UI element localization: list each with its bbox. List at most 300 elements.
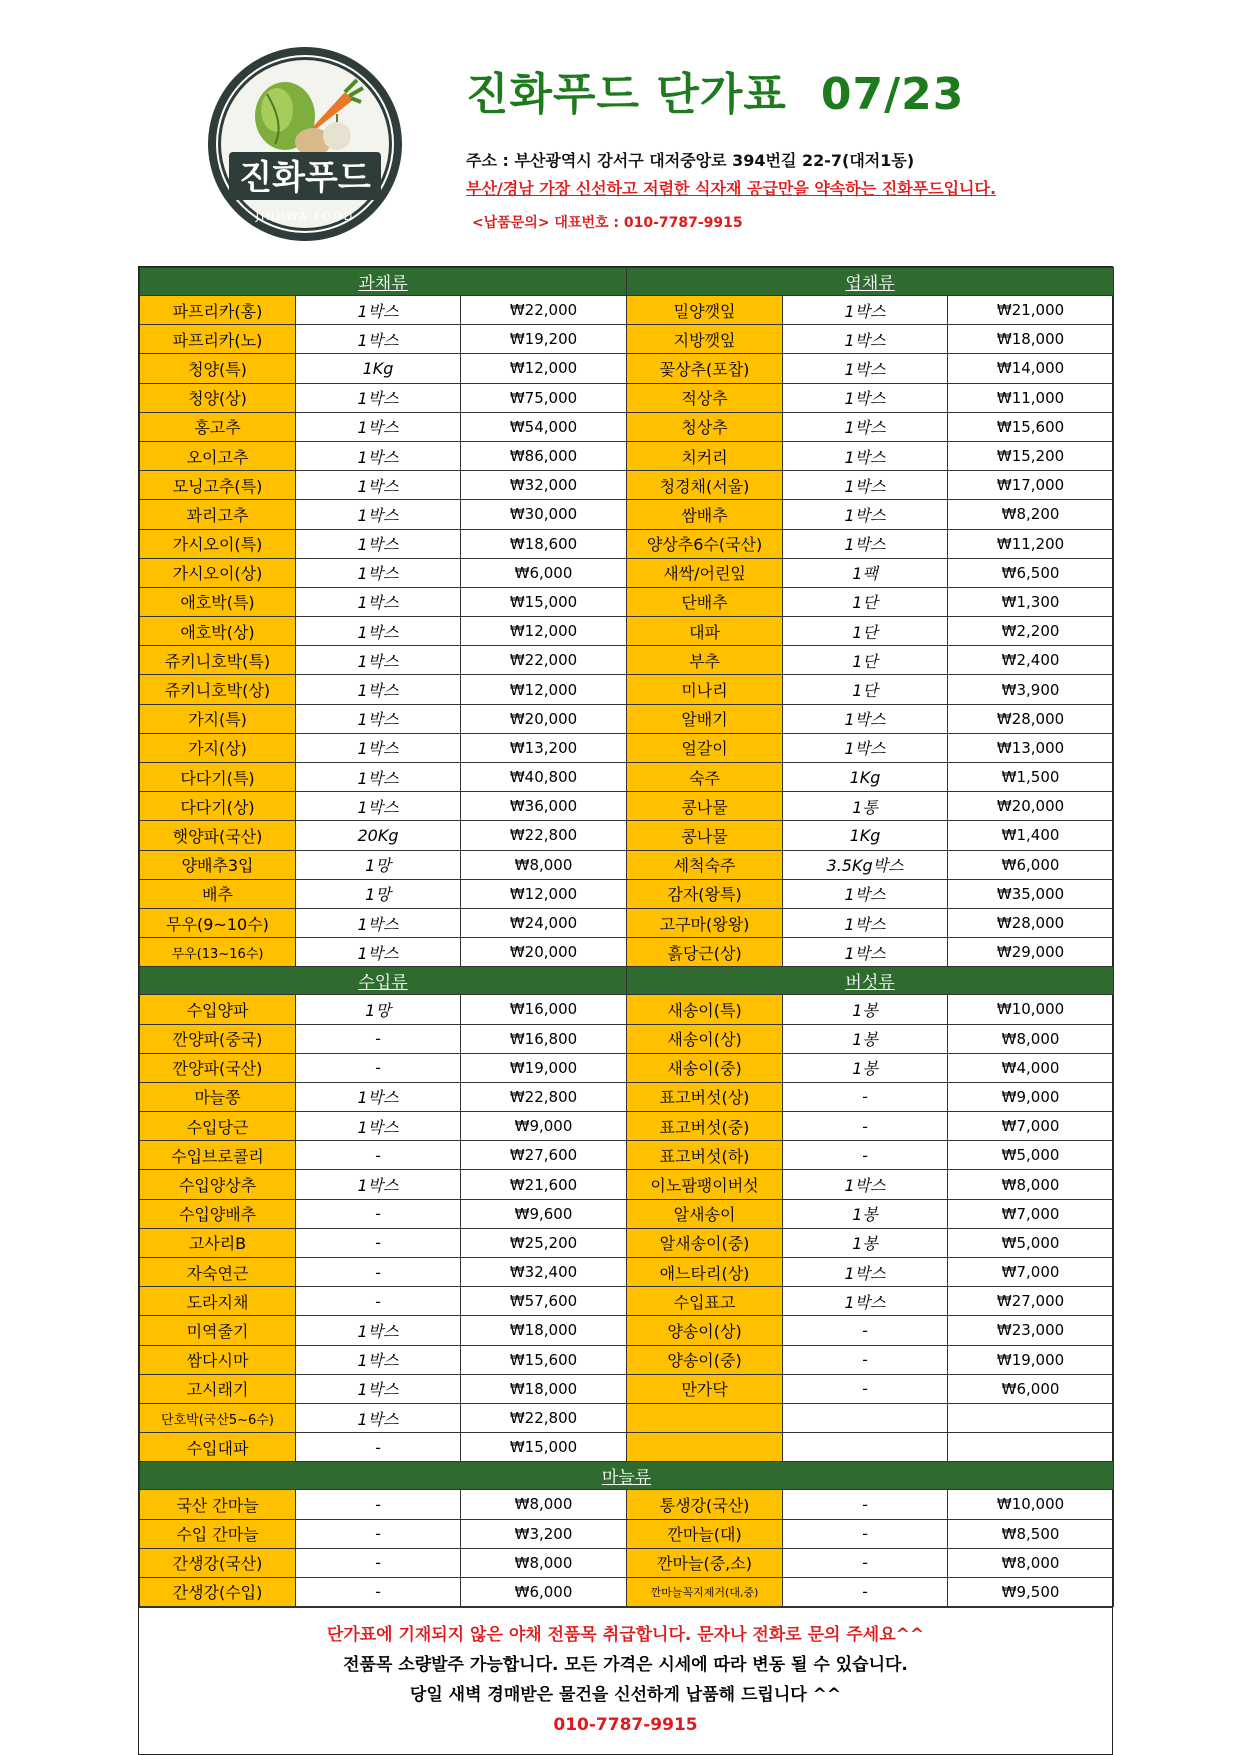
item-unit: 1박스: [783, 412, 948, 441]
item-unit: 1박스: [783, 1258, 948, 1287]
item-price: ₩20,000: [948, 792, 1114, 821]
item-unit: 1박스: [296, 704, 461, 733]
item-name: 애호박(상): [140, 617, 296, 646]
item-name: 배추: [140, 879, 296, 908]
address-text: 주소 : 부산광역시 강서구 대저중앙로 394번길 22-7(대저1동): [466, 151, 915, 170]
table-row: [140, 1141, 1114, 1170]
item-name: 흙당근(상): [627, 938, 783, 967]
item-name: 수입당근: [140, 1112, 296, 1141]
item-price: ₩29,000: [948, 938, 1114, 967]
item-price: ₩18,000: [461, 1316, 627, 1345]
table-row: [140, 1433, 1114, 1462]
item-name: 수입표고: [627, 1287, 783, 1316]
price-sheet: [138, 266, 1113, 1755]
item-price: ₩16,800: [461, 1024, 627, 1053]
item-name: [627, 1433, 783, 1462]
item-name: 양배추3입: [140, 850, 296, 879]
item-price: ₩6,500: [948, 558, 1114, 587]
item-price: ₩22,000: [461, 296, 627, 325]
item-name: 간생강(국산): [140, 1548, 296, 1577]
table-row: [140, 412, 1114, 441]
item-name: 파프리카(홍): [140, 296, 296, 325]
item-unit: 1단: [783, 646, 948, 675]
item-name: 수입브로콜리: [140, 1141, 296, 1170]
item-unit: 1박스: [783, 529, 948, 558]
item-price: ₩5,000: [948, 1228, 1114, 1257]
item-name: 간생강(수입): [140, 1577, 296, 1606]
item-unit: -: [783, 1519, 948, 1548]
item-name: 새싹/어린잎: [627, 558, 783, 587]
item-name: 수입양파: [140, 995, 296, 1024]
logo-emblem-icon: [205, 44, 405, 244]
item-unit: 1단: [783, 587, 948, 616]
item-price: ₩32,000: [461, 471, 627, 500]
item-unit: 1박스: [296, 1316, 461, 1345]
item-price: ₩6,000: [948, 850, 1114, 879]
item-price: ₩13,200: [461, 733, 627, 762]
item-name: 깐양파(국산): [140, 1053, 296, 1082]
item-unit: 1박스: [783, 908, 948, 937]
table-row: [140, 354, 1114, 383]
item-name: 미역줄기: [140, 1316, 296, 1345]
item-name: 콩나물: [627, 792, 783, 821]
item-price: ₩7,000: [948, 1258, 1114, 1287]
item-price: ₩22,000: [461, 646, 627, 675]
item-unit: 1망: [296, 850, 461, 879]
title-text: 진화푸드 단가표: [466, 69, 787, 120]
item-price: ₩11,000: [948, 383, 1114, 412]
item-price: ₩3,200: [461, 1519, 627, 1548]
page-title: [466, 58, 964, 122]
item-name: 새송이(중): [627, 1053, 783, 1082]
item-price: ₩10,000: [948, 1490, 1114, 1519]
section-header: 엽채류: [627, 268, 1114, 296]
section-header-row: [140, 1462, 1114, 1490]
item-name: 가시오이(특): [140, 529, 296, 558]
item-price: ₩2,400: [948, 646, 1114, 675]
contact-text: <납품문의> 대표번호 : 010-7787-9915: [472, 215, 743, 231]
item-unit: 1박스: [296, 1082, 461, 1111]
title-date: 07/23: [820, 69, 965, 120]
item-unit: 1박스: [296, 529, 461, 558]
item-name: 가시오이(상): [140, 558, 296, 587]
item-name: 모닝고추(특): [140, 471, 296, 500]
item-name: 쥬키니호박(상): [140, 675, 296, 704]
item-price: ₩22,800: [461, 821, 627, 850]
item-unit: 1박스: [296, 325, 461, 354]
item-price: ₩32,400: [461, 1258, 627, 1287]
item-name: 애호박(특): [140, 587, 296, 616]
table-row: [140, 1345, 1114, 1374]
item-name: 알배기: [627, 704, 783, 733]
item-price: ₩11,200: [948, 529, 1114, 558]
section-header: 과채류: [140, 268, 627, 296]
item-price: ₩23,000: [948, 1316, 1114, 1345]
item-price: ₩22,800: [461, 1082, 627, 1111]
table-row: [140, 792, 1114, 821]
item-name: 다다기(상): [140, 792, 296, 821]
item-price: ₩9,600: [461, 1199, 627, 1228]
item-price: ₩86,000: [461, 441, 627, 470]
item-name: 홍고추: [140, 412, 296, 441]
item-unit: 1박스: [783, 500, 948, 529]
item-price: ₩24,000: [461, 908, 627, 937]
item-name: 지방깻잎: [627, 325, 783, 354]
item-price: ₩21,000: [948, 296, 1114, 325]
item-unit: -: [296, 1577, 461, 1606]
logo-text: 진화푸드: [239, 158, 371, 198]
item-unit: 1박스: [296, 558, 461, 587]
item-price: ₩27,600: [461, 1141, 627, 1170]
item-name: 깐마늘(대): [627, 1519, 783, 1548]
table-row: [140, 383, 1114, 412]
item-price: [948, 1433, 1114, 1462]
table-row: [140, 1199, 1114, 1228]
table-row: [140, 704, 1114, 733]
item-name: 무우(13~16수): [140, 938, 296, 967]
table-row: [140, 471, 1114, 500]
item-name: 오이고추: [140, 441, 296, 470]
item-unit: 1박스: [296, 587, 461, 616]
item-price: ₩18,000: [948, 325, 1114, 354]
item-price: ₩2,200: [948, 617, 1114, 646]
item-name: 새송이(특): [627, 995, 783, 1024]
item-price: ₩8,000: [461, 1490, 627, 1519]
item-unit: 1망: [296, 879, 461, 908]
price-table-body: [140, 268, 1114, 1607]
item-unit: 1박스: [296, 792, 461, 821]
item-name: 치커리: [627, 441, 783, 470]
table-row: [140, 850, 1114, 879]
item-price: ₩40,800: [461, 763, 627, 792]
item-unit: 1박스: [296, 646, 461, 675]
item-name: 이노팜팽이버섯: [627, 1170, 783, 1199]
item-unit: 1박스: [296, 733, 461, 762]
item-name: 청상추: [627, 412, 783, 441]
item-price: ₩4,000: [948, 1053, 1114, 1082]
item-name: 단배추: [627, 587, 783, 616]
item-price: ₩10,000: [948, 995, 1114, 1024]
item-unit: 1봉: [783, 1199, 948, 1228]
item-unit: 1Kg: [783, 821, 948, 850]
item-unit: -: [783, 1141, 948, 1170]
item-name: 쌈배추: [627, 500, 783, 529]
item-price: ₩15,200: [948, 441, 1114, 470]
item-price: ₩20,000: [461, 938, 627, 967]
table-row: [140, 325, 1114, 354]
item-name: 양송이(상): [627, 1316, 783, 1345]
item-unit: -: [783, 1112, 948, 1141]
table-row: [140, 1490, 1114, 1519]
item-name: 가지(상): [140, 733, 296, 762]
item-name: 통생강(국산): [627, 1490, 783, 1519]
logo-subtext: JINHWA FOOD: [255, 210, 355, 223]
item-price: ₩8,000: [948, 1024, 1114, 1053]
item-unit: 1Kg: [296, 354, 461, 383]
item-name: 파프리카(노): [140, 325, 296, 354]
item-unit: 1봉: [783, 1024, 948, 1053]
item-name: 꽃상추(포찹): [627, 354, 783, 383]
price-table: [139, 267, 1114, 1607]
item-price: ₩14,000: [948, 354, 1114, 383]
item-price: ₩19,000: [461, 1053, 627, 1082]
item-unit: 1박스: [296, 617, 461, 646]
item-unit: 1박스: [296, 763, 461, 792]
item-unit: 1박스: [783, 325, 948, 354]
item-name: 양송이(중): [627, 1345, 783, 1374]
table-row: [140, 617, 1114, 646]
item-unit: 1박스: [783, 704, 948, 733]
item-price: ₩20,000: [461, 704, 627, 733]
item-name: 콩나물: [627, 821, 783, 850]
item-unit: -: [296, 1287, 461, 1316]
table-row: [140, 441, 1114, 470]
item-name: 쌈다시마: [140, 1345, 296, 1374]
item-price: [948, 1403, 1114, 1432]
item-price: ₩8,000: [948, 1170, 1114, 1199]
table-row: [140, 1577, 1114, 1606]
note-line-3: 당일 새벽 경매받은 물건을 신선하게 납품해 드립니다 ^^: [409, 1685, 842, 1706]
item-name: 미나리: [627, 675, 783, 704]
item-name: 수입 간마늘: [140, 1519, 296, 1548]
item-unit: 1박스: [296, 500, 461, 529]
item-price: ₩17,000: [948, 471, 1114, 500]
item-unit: [783, 1433, 948, 1462]
notes-block: [139, 1607, 1112, 1754]
item-price: ₩15,000: [461, 587, 627, 616]
item-unit: 1박스: [296, 412, 461, 441]
item-unit: 1박스: [783, 354, 948, 383]
item-price: ₩13,000: [948, 733, 1114, 762]
note-line-1: 단가표에 기재되지 않은 야채 전품목 취급합니다. 문자나 전화로 문의 주세요^^: [326, 1625, 925, 1646]
item-name: 고시래기: [140, 1374, 296, 1403]
item-price: ₩19,000: [948, 1345, 1114, 1374]
slogan-text: 부산/경남 가장 신선하고 저렴한 식자재 공급만을 약속하는 진화푸드입니다.: [466, 179, 997, 198]
item-unit: -: [783, 1345, 948, 1374]
item-unit: 1박스: [783, 1287, 948, 1316]
item-price: ₩15,600: [948, 412, 1114, 441]
table-row: [140, 821, 1114, 850]
table-row: [140, 1112, 1114, 1141]
item-price: ₩12,000: [461, 879, 627, 908]
item-price: ₩22,800: [461, 1403, 627, 1432]
item-name: 청양(상): [140, 383, 296, 412]
section-header-row: [140, 268, 1114, 296]
item-price: ₩1,300: [948, 587, 1114, 616]
table-row: [140, 1170, 1114, 1199]
item-price: ₩28,000: [948, 704, 1114, 733]
item-name: 쥬키니호박(특): [140, 646, 296, 675]
note-phone: 010-7787-9915: [553, 1715, 698, 1736]
table-row: [140, 1374, 1114, 1403]
item-unit: -: [296, 1433, 461, 1462]
item-unit: 1박스: [783, 441, 948, 470]
item-name: 알새송이(중): [627, 1228, 783, 1257]
table-row: [140, 1053, 1114, 1082]
table-row: [140, 995, 1114, 1024]
item-unit: -: [783, 1374, 948, 1403]
item-price: ₩7,000: [948, 1199, 1114, 1228]
item-price: ₩36,000: [461, 792, 627, 821]
note-line-2: 전품목 소량발주 가능합니다. 모든 가격은 시세에 따라 변동 될 수 있습니다.: [343, 1655, 908, 1676]
table-row: [140, 1082, 1114, 1111]
item-price: ₩25,200: [461, 1228, 627, 1257]
item-price: ₩75,000: [461, 383, 627, 412]
table-row: [140, 1287, 1114, 1316]
item-unit: 1박스: [296, 675, 461, 704]
item-price: ₩9,000: [461, 1112, 627, 1141]
item-unit: [783, 1403, 948, 1432]
item-name: 수입대파: [140, 1433, 296, 1462]
item-name: 숙주: [627, 763, 783, 792]
table-row: [140, 1403, 1114, 1432]
table-row: [140, 558, 1114, 587]
item-name: 가지(특): [140, 704, 296, 733]
table-row: [140, 587, 1114, 616]
item-price: ₩19,200: [461, 325, 627, 354]
item-unit: -: [783, 1577, 948, 1606]
item-name: 표고버섯(중): [627, 1112, 783, 1141]
item-unit: -: [296, 1024, 461, 1053]
table-row: [140, 733, 1114, 762]
item-price: ₩28,000: [948, 908, 1114, 937]
item-name: 국산 간마늘: [140, 1490, 296, 1519]
item-name: 새송이(상): [627, 1024, 783, 1053]
item-unit: 1박스: [296, 938, 461, 967]
item-price: ₩6,000: [461, 558, 627, 587]
table-row: [140, 1228, 1114, 1257]
item-price: ₩8,500: [948, 1519, 1114, 1548]
item-name: 무우(9~10수): [140, 908, 296, 937]
table-row: [140, 1316, 1114, 1345]
item-unit: -: [296, 1490, 461, 1519]
item-unit: 3.5Kg박스: [783, 850, 948, 879]
item-name: 수입양배추: [140, 1199, 296, 1228]
item-unit: 1박스: [783, 296, 948, 325]
item-price: ₩9,500: [948, 1577, 1114, 1606]
item-price: ₩21,600: [461, 1170, 627, 1199]
item-unit: 1단: [783, 617, 948, 646]
item-price: ₩57,600: [461, 1287, 627, 1316]
item-name: 고사리B: [140, 1228, 296, 1257]
item-price: ₩8,000: [948, 1548, 1114, 1577]
item-price: ₩6,000: [948, 1374, 1114, 1403]
item-unit: -: [296, 1141, 461, 1170]
table-row: [140, 879, 1114, 908]
item-unit: 1박스: [783, 938, 948, 967]
item-unit: 1망: [296, 995, 461, 1024]
table-row: [140, 1519, 1114, 1548]
item-name: 다다기(특): [140, 763, 296, 792]
item-unit: 1박스: [296, 1403, 461, 1432]
item-name: 애느타리(상): [627, 1258, 783, 1287]
item-unit: 1박스: [783, 1170, 948, 1199]
item-unit: 1박스: [783, 733, 948, 762]
item-price: ₩18,600: [461, 529, 627, 558]
section-header: 수입류: [140, 967, 627, 995]
item-name: 세척숙주: [627, 850, 783, 879]
item-unit: 1박스: [296, 471, 461, 500]
item-price: ₩54,000: [461, 412, 627, 441]
item-unit: -: [296, 1548, 461, 1577]
item-unit: 1박스: [296, 441, 461, 470]
item-unit: 1박스: [296, 296, 461, 325]
table-row: [140, 938, 1114, 967]
item-unit: 1박스: [296, 908, 461, 937]
item-price: ₩16,000: [461, 995, 627, 1024]
table-row: [140, 675, 1114, 704]
item-unit: 1박스: [296, 1374, 461, 1403]
table-row: [140, 529, 1114, 558]
table-row: [140, 1258, 1114, 1287]
item-name: 수입양상추: [140, 1170, 296, 1199]
item-name: 감자(왕특): [627, 879, 783, 908]
item-name: 꽈리고추: [140, 500, 296, 529]
item-price: ₩12,000: [461, 617, 627, 646]
item-name: 자숙연근: [140, 1258, 296, 1287]
item-price: ₩15,600: [461, 1345, 627, 1374]
item-name: 깐마늘(중,소): [627, 1548, 783, 1577]
item-price: ₩8,000: [461, 1548, 627, 1577]
item-price: ₩15,000: [461, 1433, 627, 1462]
item-price: ₩1,400: [948, 821, 1114, 850]
item-price: ₩8,000: [461, 850, 627, 879]
item-unit: -: [296, 1199, 461, 1228]
item-price: ₩9,000: [948, 1082, 1114, 1111]
item-unit: 1봉: [783, 1228, 948, 1257]
item-name: 깐마늘꼭지제거(대,중): [627, 1577, 783, 1606]
item-name: 표고버섯(상): [627, 1082, 783, 1111]
section-header: 버섯류: [627, 967, 1114, 995]
item-price: ₩5,000: [948, 1141, 1114, 1170]
item-name: 알새송이: [627, 1199, 783, 1228]
item-unit: 1박스: [783, 879, 948, 908]
item-unit: -: [296, 1053, 461, 1082]
item-name: 양상추6수(국산): [627, 529, 783, 558]
item-name: 단호박(국산5~6수): [140, 1403, 296, 1432]
item-name: 대파: [627, 617, 783, 646]
table-row: [140, 908, 1114, 937]
item-name: 만가닥: [627, 1374, 783, 1403]
section-header-row: [140, 967, 1114, 995]
item-name: 표고버섯(하): [627, 1141, 783, 1170]
item-name: 얼갈이: [627, 733, 783, 762]
item-unit: -: [296, 1258, 461, 1287]
item-unit: -: [296, 1519, 461, 1548]
item-unit: 1박스: [296, 1345, 461, 1374]
item-price: ₩18,000: [461, 1374, 627, 1403]
item-name: [627, 1403, 783, 1432]
item-name: 마늘쫑: [140, 1082, 296, 1111]
item-price: ₩35,000: [948, 879, 1114, 908]
item-unit: 20Kg: [296, 821, 461, 850]
item-price: ₩8,200: [948, 500, 1114, 529]
item-name: 밀양깻잎: [627, 296, 783, 325]
item-name: 깐양파(중국): [140, 1024, 296, 1053]
item-unit: 1박스: [296, 383, 461, 412]
item-unit: 1박스: [783, 471, 948, 500]
table-row: [140, 1024, 1114, 1053]
item-unit: -: [296, 1228, 461, 1257]
item-price: ₩27,000: [948, 1287, 1114, 1316]
item-name: 청경채(서울): [627, 471, 783, 500]
item-unit: 1봉: [783, 1053, 948, 1082]
item-unit: -: [783, 1316, 948, 1345]
item-price: ₩30,000: [461, 500, 627, 529]
table-row: [140, 646, 1114, 675]
item-unit: -: [783, 1082, 948, 1111]
item-unit: 1박스: [783, 383, 948, 412]
